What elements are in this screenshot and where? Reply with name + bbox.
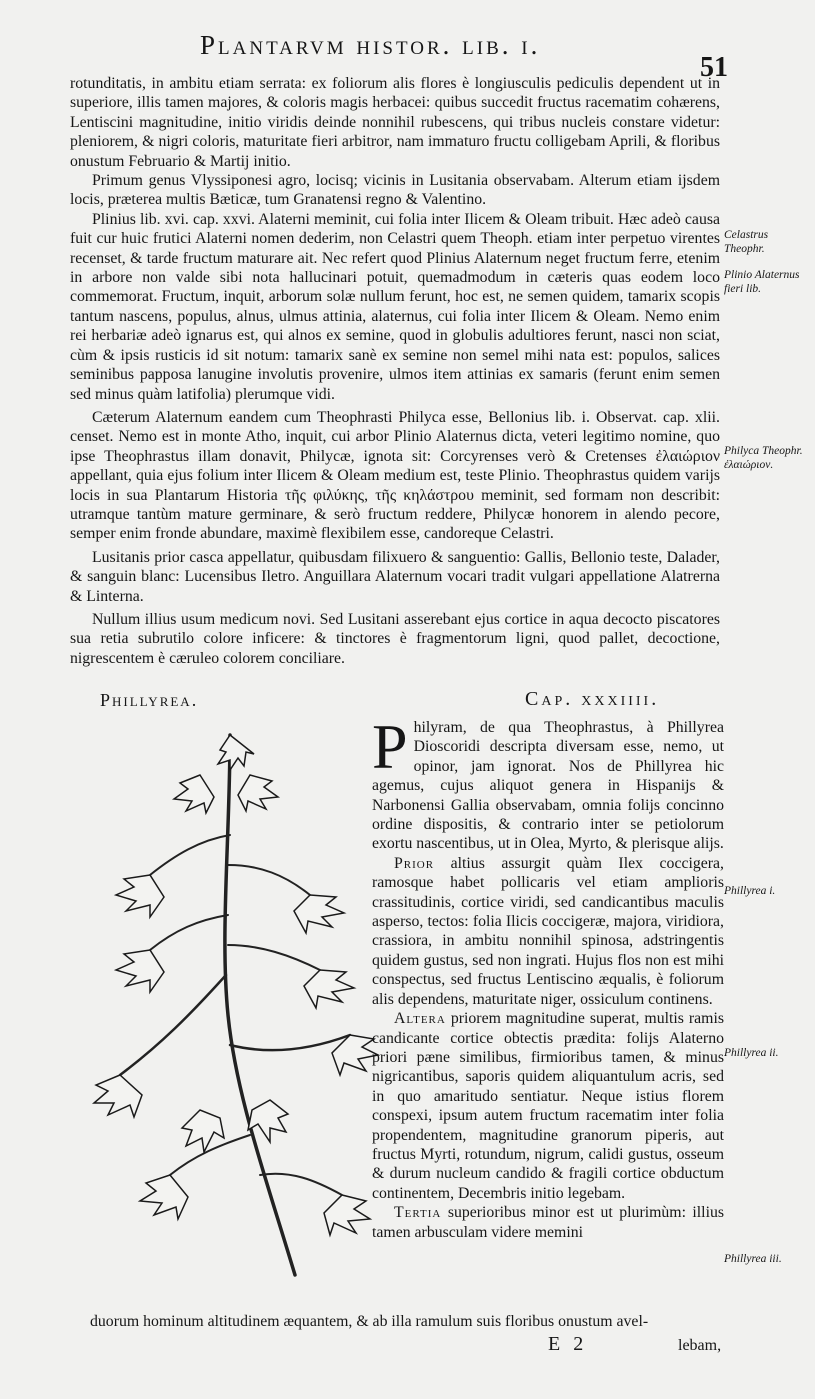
paragraph-plinius: Plinius lib. xvi. cap. xxvi. Alaterni meminit, cui folia inter Ilicem & Oleam tribuit. Hæc adeò causa fuit cur huic frutici Alaterni nomen dederim, non Celastri quem Theoph. etiam inter perpetuo virentes recenset, & tarde fructum maturare ait. Nec refert quod Plinius Alaternum neget fructum ferre, etenim in arbore non valde sibi nota hallucinari potuit, quemadmodum in cæteris quas eodem loco commemorat. Fructum, inquit, arborum solæ nullum ferunt, hoc est, ne semen quidem, tamarix scopis tantum nascens, populus, alnus, ulmus attinia, alaternus, cui folia inter Ilicem & Oleam. Nemo enim rei herbariæ adeò ignarus est, qui alnos ex semine, quod in globulis adultiores ferunt, nasci non sciat, cùm & ipsis rusticis id sit notum: tamarix sanè ex semine non semel mihi nata est: populos, salices seminibus papposa lanugine involutis provenire, ulmos item attinias ex samaris (ferunt enim semen sed minus quàm latifolia) plerumque vidi.	[70, 210, 720, 403]
paragraph-caeterum: Cæterum Alaternum eandem cum Theophrasti Philyca esse, Bellonius lib. i. Observat. cap. xlii. censet. Nemo est in monte Atho, inquit, cui arbor Plinio Alaternus dicta, veteri legitimo nomine, quo ipse Theophrastus illam donavit, Philycæ, ignota sit: Corcyrenses verò & Cretenses ἐλαιώριον appellant, quia ejus folium inter Ilicem & Oleam medium est, teste Plinio. Theophrastus quidem varijs locis in sua Plantarum Historia τῆς φιλύκης, τῆς κηλάστρου meminit, sed formam non describit: utramque tantùm mature germinare, & serò fructum reddere, Philycæ honorem in alendo pecore, semper enim fronde abundare, maximè flexibilem esse, candoreque Celastri.	[70, 408, 720, 543]
chapter-intro-text: hilyram, de qua Theophrastus, à Phillyrea Dioscoridi descripta diversam esse, nemo, ut opinor, jam ignorat. Nos de Phillyrea hic agemus, cujus aliquot genera in Hispanijs & Narbonensi Gallia observabam, omnia folijs concinno ordine dispositis, & contrario inter se petiolorum exortu nascentibus, ut in Olea, Myrto, & plerisque alijs.	[372, 719, 724, 853]
running-title: Plantarvm histor. lib. i.	[200, 30, 541, 60]
margin-note-plinio: Plinio Alaternus fieri lib.	[724, 269, 800, 295]
paragraph-altera	[372, 1009, 724, 1203]
margin-note-celastrus: Celastrus Theophr.	[724, 229, 769, 255]
paragraph-continuation: rotunditatis, in ambitu etiam serrata: ex foliorum alis flores è longiusculis pediculis dependent ut in superiore, illis tamen majores, & coloris magis herbacei: quibus succedit fructus racematim cohærens, Lentiscini magnitudine, initio viridis deinde nonnihil rubescens, qui tribus nucleis constare videtur: pleniorem, & nigri coloris, maturitate fieri arbitror, nam immaturo fructu colligebam Aprili, & floribus onustum Februario & Martij initio.	[70, 75, 720, 170]
phillyrea-woodcut-illustration	[80, 715, 380, 1300]
plant-title: Phillyrea.	[100, 690, 199, 710]
chapter-intro	[372, 711, 724, 854]
tertia-lead-word: Tertia	[394, 1204, 442, 1222]
prior-lead-word: Prior	[394, 854, 435, 872]
footer-text-line: duorum hominum altitudinem æquantem, & ab illa ramulum suis floribus onustum avel-	[90, 1313, 649, 1330]
catchword: lebam,	[678, 1337, 722, 1354]
drop-cap: P	[372, 711, 408, 782]
paragraph-tertia	[372, 1203, 724, 1242]
paragraph-tertia-text: superioribus minor est ut plurimùm: illius tamen arbusculam videre memini	[372, 1204, 724, 1241]
margin-note-philyca: Philyca Theophr. ἐλαιώριον.	[724, 445, 803, 471]
signature-mark: E 2	[548, 1333, 588, 1355]
margin-note-phillyrea-1: Phillyrea i.	[724, 885, 776, 897]
page-number: 51	[700, 52, 728, 83]
paragraph-prior	[372, 854, 724, 1009]
paragraph-names: Lusitanis prior casca appellatur, quibusdam filixuero & sanguentio: Gallis, Bellonio teste, Dalader, & sanguin blanc: Lucensibus Iletro. Anguillara Alaternum vocari tradit vulgari appellatione Alatrerna & Linterna.	[70, 548, 720, 605]
paragraph-usage: Nullum illius usum medicum novi. Sed Lusitani asserebant ejus cortice in aqua decocto piscatores sua retia subrutilo colore inficere: & tinctores è fragmentorum ligni, quod pallet, decoctione, nigrescentem è cæruleo colorem conciliare.	[70, 610, 720, 667]
margin-note-phillyrea-3: Phillyrea iii.	[724, 1253, 782, 1265]
chapter-column	[372, 711, 725, 1242]
paragraph-prior-text: altius assurgit quàm Ilex coccigera, ramosque habet pollicaris vel etiam amplioris crassitudinis, cortice viridi, sed candicantibus maculis asperso, tectos: folia Ilicis coccigeræ, majora, viridiora, crassiora, in ambitu nonnihil spinosa, adstringentis quidem gustus, sed non ingrati. Hujus flos non est mihi conspectus, sed fructus Lentiscino æqualis, è foliorum alis dependens, maturitate niger, ossiculum continens.	[372, 854, 724, 1008]
paragraph-habitat: Primum genus Vlyssiponesi agro, locisq; vicinis in Lusitania observabam. Alterum etiam ijsdem locis, præterea multis Bæticæ, tum Granatensi regno & Valentino.	[70, 172, 720, 209]
altera-lead-word: Altera	[394, 1010, 446, 1028]
chapter-heading: Cap. xxxiiii.	[525, 688, 660, 710]
paragraph-altera-text: priorem magnitudine superat, multis ramis candicante cortice obtectis prædita: folijs Alaterno priori pæne similibus, firmioribus tamen, & minus nigricantibus, saporis quidem aliquantulum acris, sed in quo amaritudo sentiatur. Neque istius florem conspexi, ipsum autem fructum racematim inter folia propendentem, magnitudine granorum piperis, aut fructus Myrti, rotundum, nigrum, calidi gustus, osseum & durum nucleum candido & fragili cortice obductum continentem, Decembris initio legebam.	[372, 1010, 725, 1202]
margin-note-phillyrea-2: Phillyrea ii.	[724, 1047, 779, 1059]
upper-text-block	[70, 74, 720, 668]
